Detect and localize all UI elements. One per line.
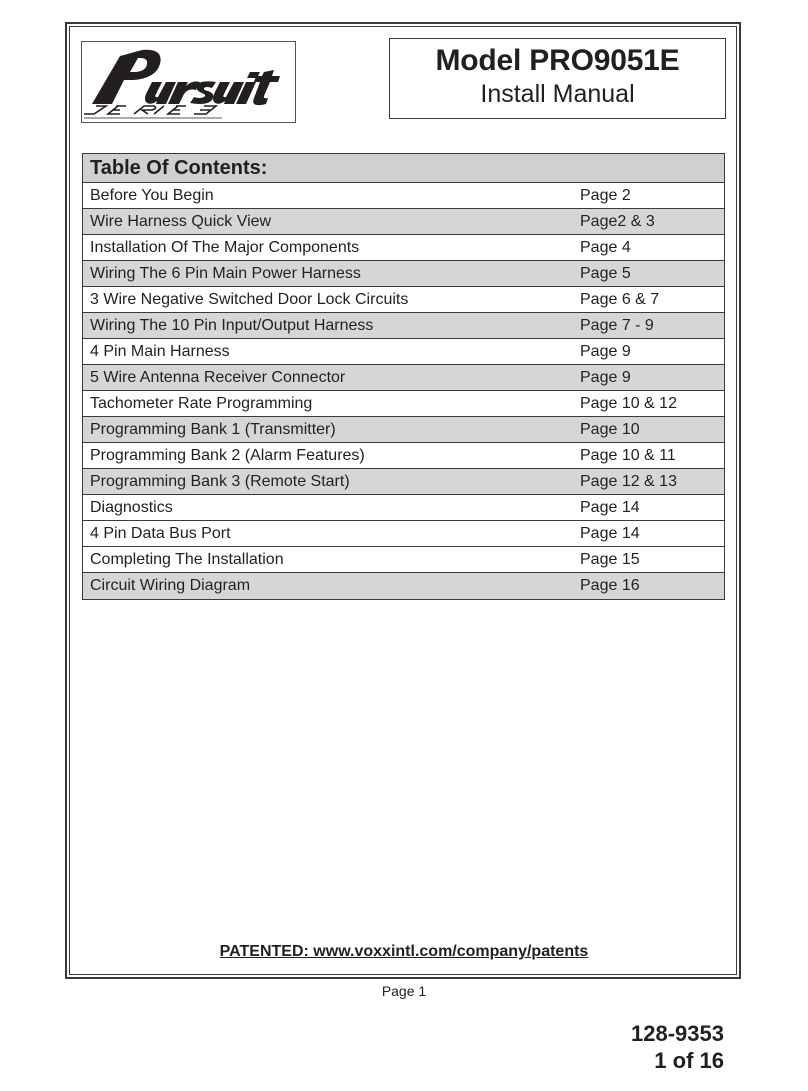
toc-row[interactable]: [83, 365, 724, 391]
document-number: 128-9353: [631, 1021, 724, 1046]
toc-row-page: Page 7 - 9: [580, 317, 654, 334]
toc-row[interactable]: [83, 495, 724, 521]
pursuit-series-logo: [81, 41, 296, 123]
toc-row-title: Wiring The 10 Pin Input/Output Harness: [90, 317, 374, 334]
toc-row[interactable]: [83, 547, 724, 573]
toc-row-page: Page 12 & 13: [580, 473, 677, 490]
title-box: [389, 38, 726, 119]
toc-row-page: Page 6 & 7: [580, 291, 660, 308]
toc-row-title: Programming Bank 3 (Remote Start): [90, 473, 350, 490]
toc-row[interactable]: [83, 209, 724, 235]
toc-row-page: Page 9: [580, 369, 631, 386]
toc-row-page: Page 2: [580, 187, 631, 204]
toc-row[interactable]: [83, 417, 724, 443]
toc-row-title: Installation Of The Major Components: [90, 239, 360, 256]
toc-row-page: Page 5: [580, 265, 631, 282]
toc-row-page: Page 10: [580, 421, 640, 438]
toc-row[interactable]: [83, 261, 724, 287]
toc-row[interactable]: [83, 573, 724, 599]
toc-row-title: Programming Bank 1 (Transmitter): [90, 421, 336, 438]
toc-row[interactable]: [83, 287, 724, 313]
toc-row[interactable]: [83, 443, 724, 469]
toc-row-title: Before You Begin: [90, 187, 214, 204]
toc-row-title: Programming Bank 2 (Alarm Features): [90, 447, 365, 464]
toc-row[interactable]: [83, 183, 724, 209]
toc-row-page: Page2 & 3: [580, 213, 655, 230]
toc-row-title: 3 Wire Negative Switched Door Lock Circuits: [90, 291, 409, 308]
toc-row-title: 5 Wire Antenna Receiver Connector: [90, 369, 346, 386]
patent-link[interactable]: PATENTED: www.voxxintl.com/company/patents: [219, 943, 589, 960]
page-number: Page 1: [381, 983, 427, 999]
toc-row[interactable]: [83, 469, 724, 495]
toc-row[interactable]: [83, 339, 724, 365]
toc-row-page: Page 16: [580, 577, 640, 594]
toc-row-title: 4 Pin Data Bus Port: [90, 525, 231, 542]
document-number-block: [631, 1020, 724, 1074]
toc-row-page: Page 4: [580, 239, 631, 256]
toc-row-page: Page 14: [580, 499, 640, 516]
toc-rows: [83, 183, 724, 599]
toc-row[interactable]: [83, 521, 724, 547]
toc-row[interactable]: [83, 313, 724, 339]
toc-row-page: Page 14: [580, 525, 640, 542]
manual-subtitle: Install Manual: [480, 80, 635, 108]
toc-row[interactable]: [83, 391, 724, 417]
toc-row-page: Page 9: [580, 343, 631, 360]
toc-row-title: Wiring The 6 Pin Main Power Harness: [90, 265, 361, 282]
toc-row-title: 4 Pin Main Harness: [90, 343, 230, 360]
model-title: Model PRO9051E: [435, 44, 680, 77]
toc-row[interactable]: [83, 235, 724, 261]
toc-row-title: Completing The Installation: [90, 551, 284, 568]
toc-heading: Table Of Contents:: [83, 154, 724, 183]
toc-row-title: Tachometer Rate Programming: [90, 395, 313, 412]
toc-row-title: Diagnostics: [90, 499, 173, 516]
toc-row-title: Circuit Wiring Diagram: [90, 577, 251, 594]
toc-row-page: Page 15: [580, 551, 640, 568]
toc-row-title: Wire Harness Quick View: [90, 213, 272, 230]
toc-row-page: Page 10 & 11: [580, 447, 676, 464]
table-of-contents: [82, 153, 725, 600]
toc-row-page: Page 10 & 12: [580, 395, 677, 412]
sheet-count: 1 of 16: [654, 1048, 724, 1073]
